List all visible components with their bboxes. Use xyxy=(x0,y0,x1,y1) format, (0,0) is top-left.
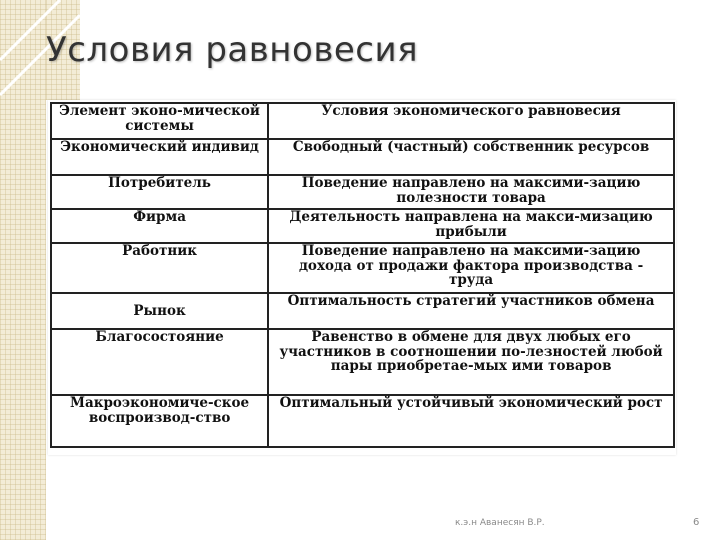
equilibrium-table-container xyxy=(48,100,676,455)
table-row xyxy=(51,293,674,329)
table-row xyxy=(51,329,674,395)
header-conditions: Условия экономического равновесия xyxy=(268,103,674,139)
row-condition: Равенство в обмене для двух любых его участников в соотношении по-лезностей любой пары приобретае-мых ими товаров xyxy=(268,329,674,395)
row-condition: Деятельность направлена на макси-мизацию прибыли xyxy=(268,209,674,243)
row-condition: Оптимальность стратегий участников обмена xyxy=(268,293,674,329)
table-row xyxy=(51,175,674,209)
equilibrium-table xyxy=(50,102,675,448)
row-condition: Поведение направлено на максими-зацию полезности товара xyxy=(268,175,674,209)
table-row xyxy=(51,209,674,243)
row-element: Рынок xyxy=(51,293,268,329)
row-condition: Оптимальный устойчивый экономический рост xyxy=(268,395,674,447)
row-condition: Свободный (частный) собственник ресурсов xyxy=(268,139,674,175)
table-row xyxy=(51,395,674,447)
table-row xyxy=(51,243,674,293)
table-row xyxy=(51,139,674,175)
row-element: Макроэкономиче-ское воспроизвод-ство xyxy=(51,395,268,447)
slide-title: Условия равновесия xyxy=(46,30,419,70)
table-header-row xyxy=(51,103,674,139)
row-condition: Поведение направлено на максими-зацию дохода от продажи фактора производства - труда xyxy=(268,243,674,293)
page-number: 6 xyxy=(693,517,700,528)
header-element: Элемент эконо-мической системы xyxy=(51,103,268,139)
row-element: Фирма xyxy=(51,209,268,243)
row-element: Экономический индивид xyxy=(51,139,268,175)
footer-author: к.э.н Аванесян В.Р. xyxy=(455,518,545,528)
row-element: Благосостояние xyxy=(51,329,268,395)
row-element: Работник xyxy=(51,243,268,293)
row-element: Потребитель xyxy=(51,175,268,209)
